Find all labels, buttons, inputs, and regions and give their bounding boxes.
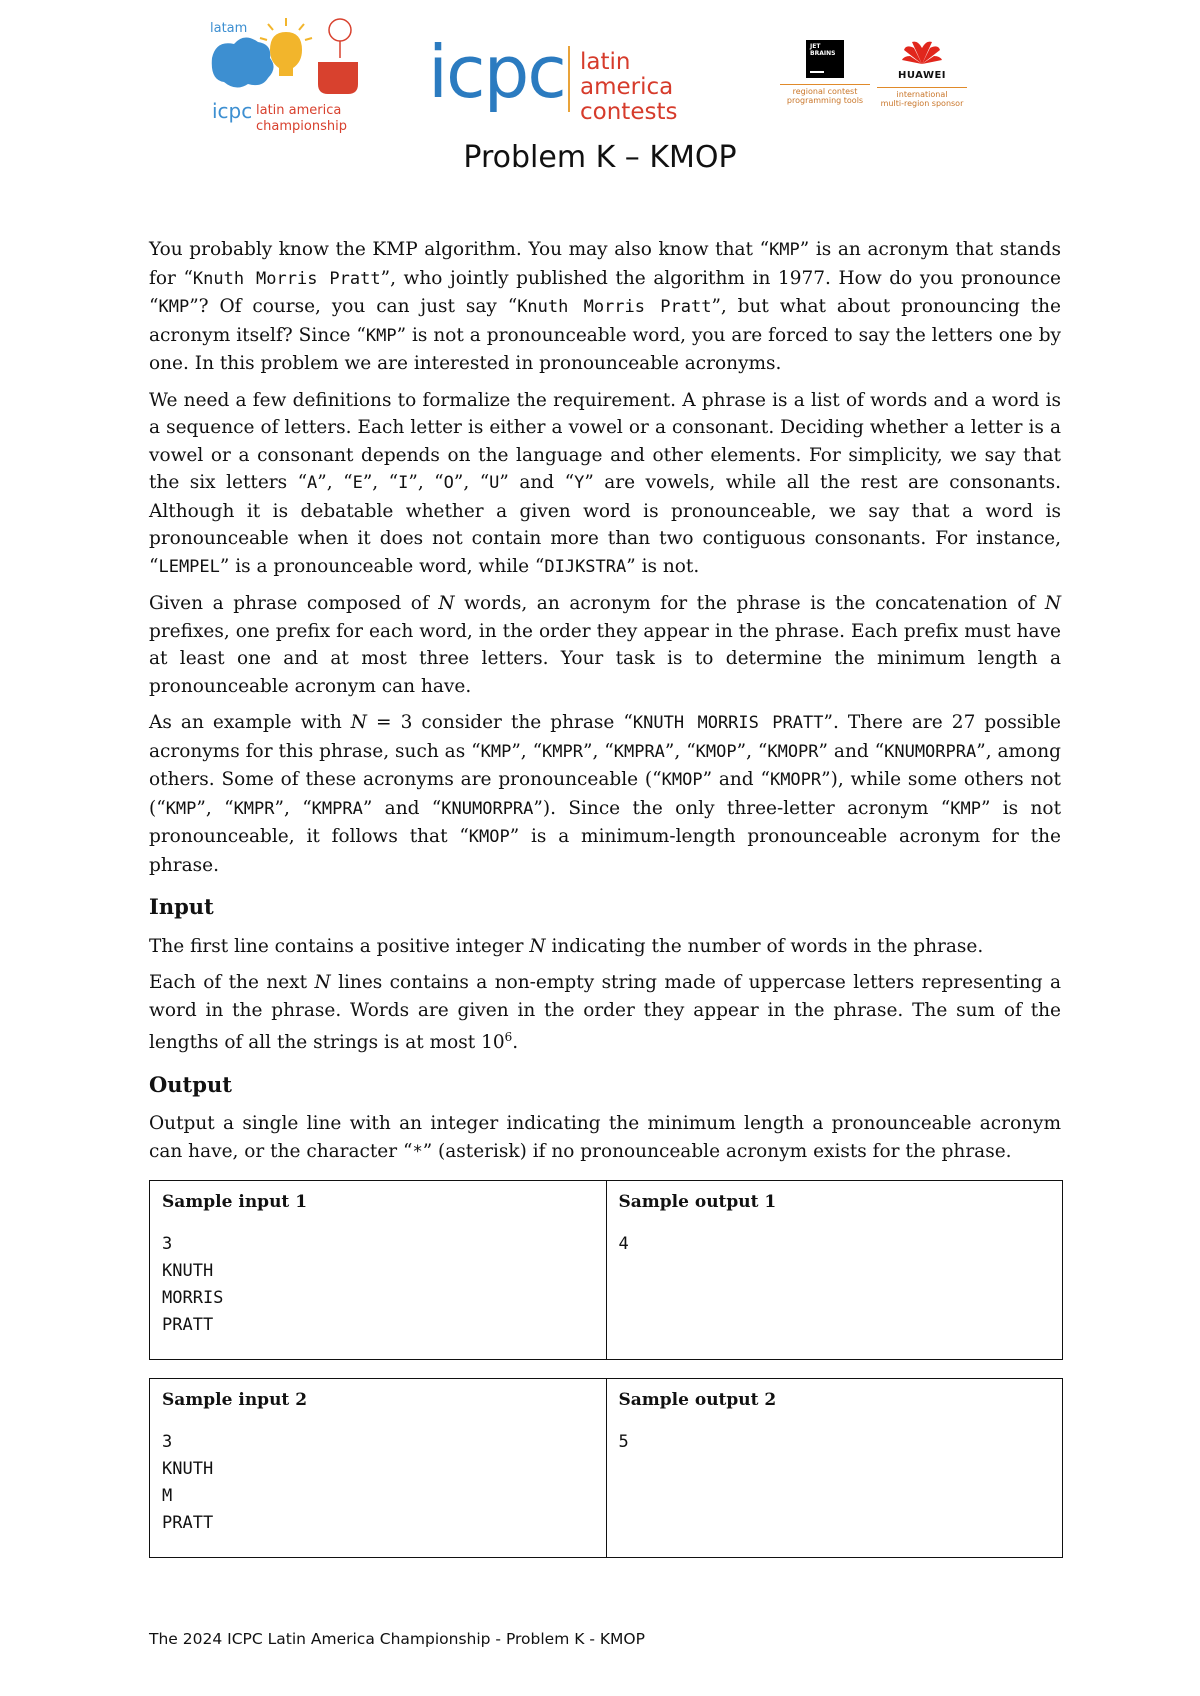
huawei-flower-icon (902, 40, 942, 66)
input-paragraph: Each of the next N lines contains a non-empty string made of uppercase letters representing a word in the phrase. Words are given in the order they appear in the phrase. The sum of the lengths of all the strings is at most $10^6$. (149, 972, 1061, 1054)
jetbrains-logo (806, 40, 844, 78)
huawei-caption2: multi-region sponsor (880, 99, 964, 108)
code-text: KMOP (695, 741, 737, 762)
page-header (0, 0, 1200, 140)
code-text: O (443, 473, 454, 493)
jetbrains-caption2: programming tools (786, 96, 864, 105)
latam-logo-line1: latin america (256, 103, 342, 118)
code-text: KMOPR (767, 741, 819, 762)
code-text: KMP (158, 297, 190, 317)
sample-input-text: 3 KNUTH M PRATT (162, 1431, 214, 1533)
problem-title: Problem K – KMOP (463, 140, 737, 175)
code-text: LEMPEL (158, 556, 220, 577)
code-text: DIJKSTRA (544, 556, 627, 577)
icpc-latin-america-contests-logo (428, 30, 728, 125)
samples-section (149, 1180, 1061, 1558)
statement-paragraph: You probably know the KMP algorithm. You may also know that “KMP” is an acronym that stands for “Knuth Morris Pratt”, who jointly published the algorithm in 1977. How do you pronounce “KMP”? Of course, you can just say “Knuth Morris Pratt”, but what about pronouncing the acronym itself? Since “KMP” is not a pronounceable word, you are forced to say the letters one by one. In this problem we are interested in pronounceable acronyms. (149, 239, 1062, 374)
sample-output-label: Sample output 2 (618, 1390, 777, 1411)
icpc-wordmark: icpc (428, 30, 565, 114)
code-text: Knuth Morris Pratt (192, 268, 381, 289)
statement-paragraph: We need a few definitions to formalize the requirement. A phrase is a list of words and a word is a sequence of letters. Each letter is either a vowel or a consonant. Deciding whether a letter is a vowel or a consonant depends on the language and other elements. For simplicity, we say that the six letters “A”, “E”, “I”, “O”, “U” and “Y” are vowels, while all the rest are consonants. Although it is debatable whether a given word is pronounceable, we say that a word is pronounceable when it does not contain more than two contiguous consonants. For instance, “LEMPEL” is a pronounceable word, while “DIJKSTRA” is not. (149, 389, 1062, 577)
code-text: KMOP (661, 770, 703, 790)
sample-input-label: Sample input 1 (162, 1192, 308, 1213)
huawei-wordmark: HUAWEI (897, 70, 947, 81)
sample-input-label: Sample input 2 (162, 1390, 308, 1411)
sample-input-text: 3 KNUTH MORRIS PRATT (162, 1233, 224, 1335)
code-text: E (352, 473, 363, 493)
code-text: U (489, 473, 500, 493)
sample-input-cell (150, 1181, 607, 1360)
code-text: KMPRA (613, 741, 665, 762)
code-text: KMPR (542, 741, 583, 762)
statement-paragraph: As an example with N = 3 consider the phrase “KNUTH MORRIS PRATT”. There are 27 possible acronyms for this phrase, such as “KMP”, “KMPR”, “KMPRA”, “KMOP”, “KMOPR” and “KNUMORPRA”, among others. Some of these acronyms are pronounceable (“KMOP” and “KMOPR”), while some others not (“KMP”, “KMPR”, “KMPRA” and “KNUMORPRA”). Since the only three-letter acronym “KMP” is not pronounceable, it follows that “KMOP” is a minimum-length pronounceable acronym for the phrase. (149, 712, 1062, 876)
problem-content (149, 236, 1061, 1576)
sample-table (149, 1180, 1063, 1360)
latam-logo-graphic (210, 18, 380, 138)
code-text: KMP (950, 798, 981, 819)
code-text: A (307, 473, 318, 493)
latam-logo-bottom: icpc (212, 99, 253, 123)
sample-table (149, 1378, 1063, 1558)
math-variable: N (1044, 593, 1062, 614)
math-variable: N (350, 712, 367, 733)
icpc-subtitle-line1: latin america (580, 49, 674, 100)
page-footer: The 2024 ICPC Latin America Championship - Problem K - KMOP (149, 1630, 645, 1648)
code-text: Knuth Morris Pratt (517, 297, 712, 317)
code-text: KMP (480, 741, 512, 762)
sample-output-label: Sample output 1 (618, 1192, 777, 1213)
code-text: KMOPR (769, 770, 822, 790)
code-text: KMPRA (311, 798, 363, 819)
icpc-divider (568, 46, 570, 112)
code-text: * (412, 1141, 423, 1162)
math-variable: N (529, 935, 546, 957)
icpc-subtitle-line2: contests (580, 99, 678, 125)
code-text: KNUMORPRA (884, 741, 977, 762)
sample-output-text: 5 (618, 1431, 629, 1452)
latam-logo-line2: championship (256, 119, 347, 134)
huawei-caption1: international (896, 90, 948, 99)
input-heading: Input (149, 894, 214, 919)
jetbrains-logo-text: JET BRAINS (810, 43, 836, 57)
statement-paragraph: Given a phrase composed of N words, an acronym for the phrase is the concatenation of N prefixes, one prefix for each word, in the order they appear in the phrase. Each prefix must have at least one and at most three letters. Your task is to determine the minimum length a pronounceable acronym can have. (149, 593, 1062, 697)
input-paragraph: The first line contains a positive integer N indicating the number of words in the phrase. (149, 935, 984, 957)
sample-output-cell (606, 1181, 1063, 1360)
code-text: I (398, 473, 409, 493)
output-heading: Output (149, 1071, 232, 1097)
sample-output-text: 4 (618, 1233, 629, 1254)
icpc-subtitle (580, 50, 728, 125)
code-text: KNUTH MORRIS PRATT (632, 713, 824, 733)
code-text: KMP (365, 325, 397, 346)
code-text: KNUMORPRA (441, 798, 534, 819)
output-paragraph: Output a single line with an integer indicating the minimum length a pronounceable acronym can have, or the character “*” (asterisk) if no pronounceable acronym exists for the phrase. (149, 1113, 1061, 1162)
jetbrains-caption1: regional contest (792, 87, 858, 96)
math-variable: N (438, 593, 455, 614)
code-text: KMP (769, 240, 800, 260)
code-text: KMPR (233, 798, 275, 819)
sample-output-cell (606, 1379, 1063, 1558)
jetbrains-sponsor (780, 40, 870, 105)
latam-championship-logo (210, 18, 380, 138)
latam-logo-top: latam (210, 21, 248, 36)
math-variable: N (314, 972, 331, 993)
sample-input-cell (150, 1379, 607, 1558)
code-text: KMOP (468, 827, 510, 847)
code-text: KMP (165, 798, 197, 819)
code-text: Y (574, 473, 585, 493)
superscript: 6 (504, 1030, 513, 1044)
huawei-sponsor (877, 40, 967, 108)
